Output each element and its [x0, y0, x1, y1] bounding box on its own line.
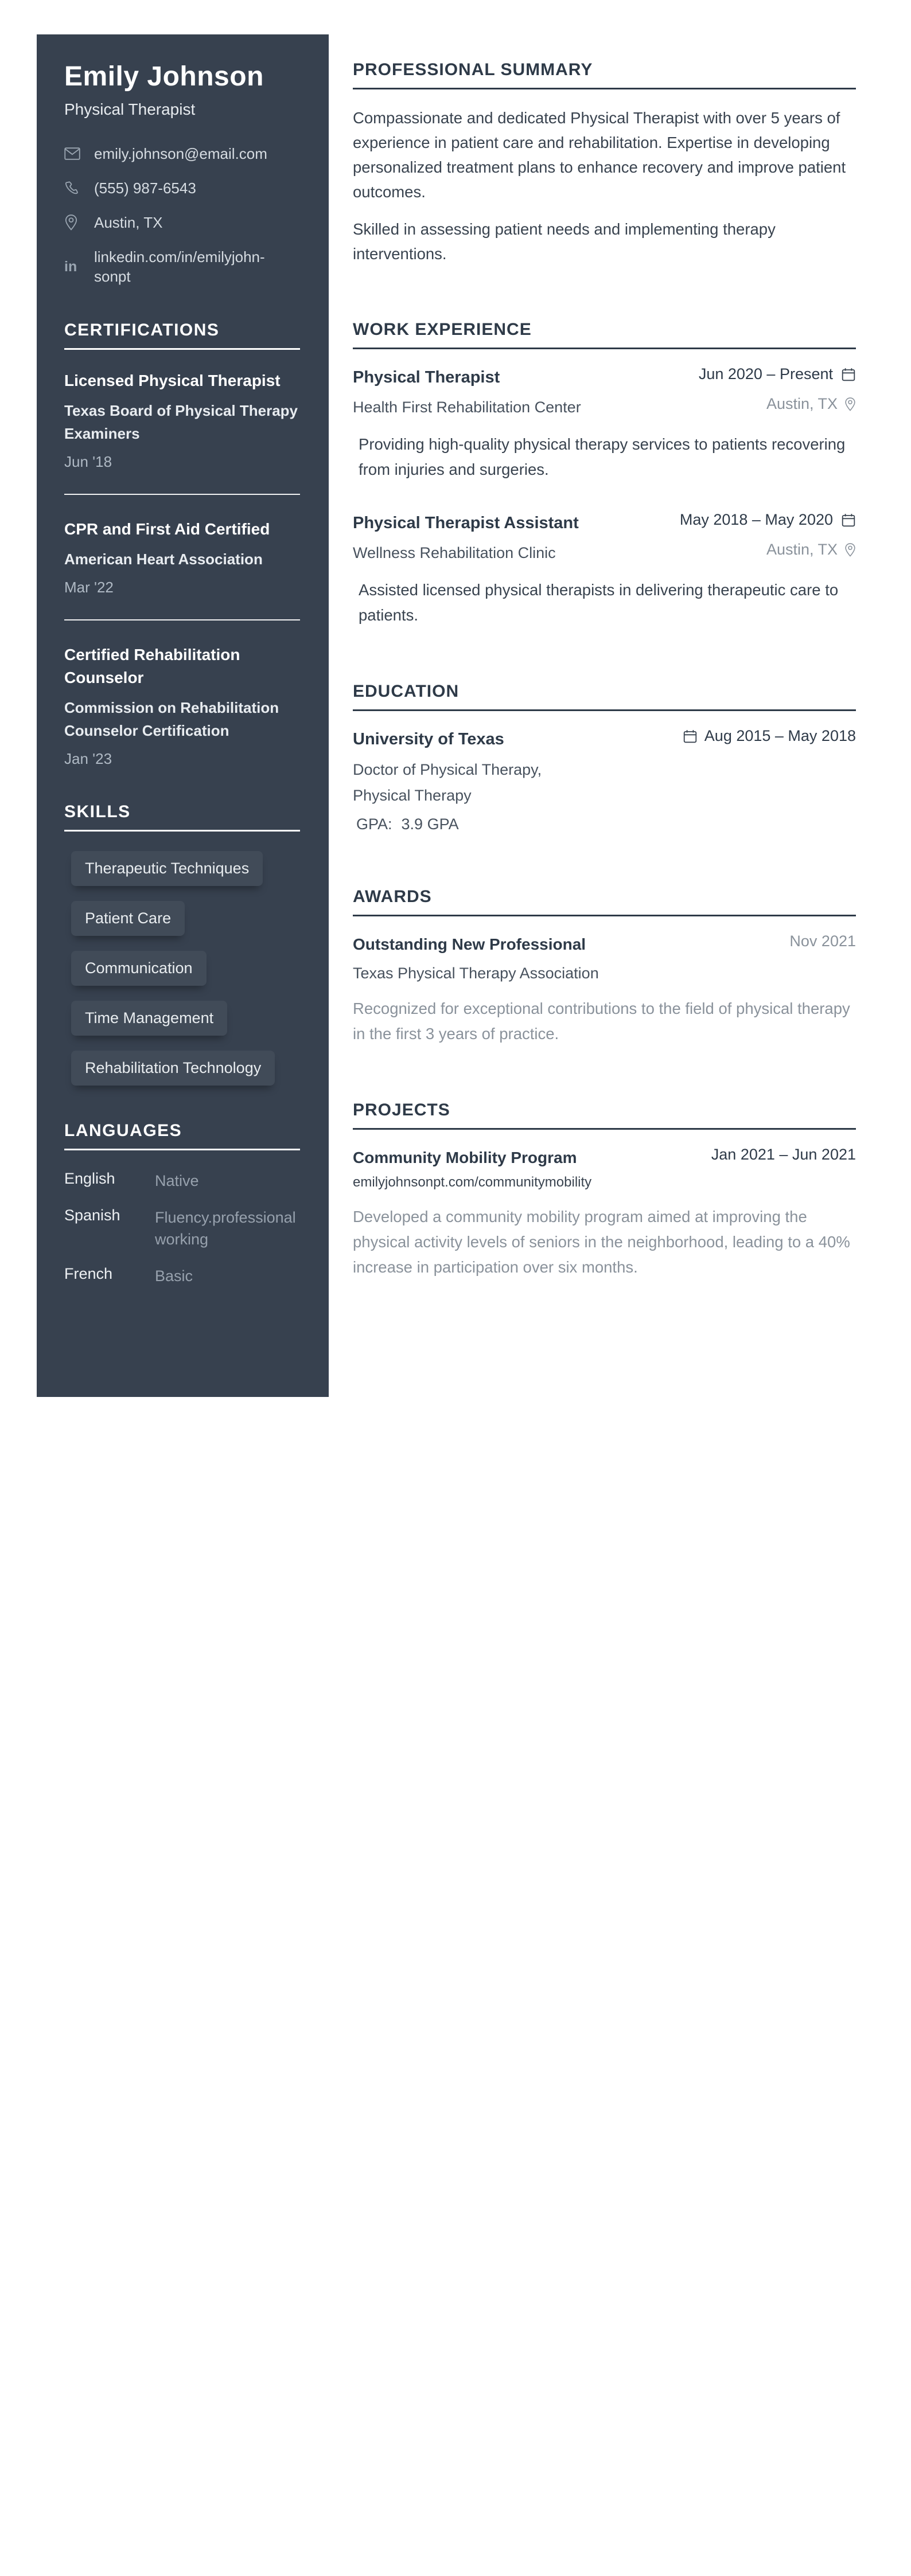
language-row [64, 1265, 300, 1287]
phone-icon [64, 181, 81, 196]
contact-location-text: Austin, TX [94, 214, 163, 231]
experience-date-text: Jun 2020 – Present [698, 365, 833, 383]
experience-entry [353, 511, 856, 628]
project-title: Community Mobility Program [353, 1149, 577, 1166]
education-entry [353, 727, 856, 833]
calendar-icon [841, 367, 856, 382]
certifications-section [64, 321, 300, 768]
contact-phone-text: (555) 987-6543 [94, 179, 196, 197]
languages-section [64, 1121, 300, 1287]
project-description: Developed a community mobility program aimed at improving the physical activity levels of seniors in the neighborhood, leading to a 40% increase in participation over six months. [353, 1208, 850, 1276]
languages-heading: LANGUAGES [64, 1121, 182, 1140]
education-rule [353, 709, 856, 711]
experience-heading: WORK EXPERIENCE [353, 320, 532, 339]
certification-item [64, 643, 300, 768]
contact-linkedin-text: linkedin.com/in/emilyjohn-sonpt [94, 248, 265, 285]
email-icon [64, 147, 81, 160]
person-job-title: Physical Therapist [64, 100, 196, 118]
education-gpa [353, 815, 856, 833]
gpa-label: GPA: [356, 815, 392, 833]
skills-section [64, 802, 300, 1100]
experience-location [766, 395, 856, 413]
experience-entry [353, 365, 856, 482]
education-date [683, 727, 856, 745]
experience-title: Physical Therapist [353, 368, 500, 387]
projects-rule [353, 1128, 856, 1130]
awards-rule [353, 915, 856, 916]
summary-paragraph: Compassionate and dedicated Physical Therapist with over 5 years of experience in patient care and rehabilitation. Expertise in developing personalized treatment plans to enhance recovery and improve patient outcomes. [353, 109, 846, 201]
contact-email [64, 144, 300, 163]
language-name: English [64, 1170, 115, 1187]
experience-date-text: May 2018 – May 2020 [679, 511, 833, 528]
project-entry [353, 1146, 856, 1280]
certification-divider [64, 619, 300, 620]
summary-paragraph: Skilled in assessing patient needs and implementing therapy interventions. [353, 220, 776, 263]
pin-icon [844, 397, 856, 411]
projects-heading: PROJECTS [353, 1100, 450, 1119]
award-date: Nov 2021 [789, 932, 856, 950]
experience-location-text: Austin, TX [766, 541, 838, 558]
contact-location [64, 213, 300, 232]
education-section [353, 657, 856, 833]
contact-linkedin [64, 247, 300, 286]
certification-date: Jan '23 [64, 750, 112, 767]
certification-divider [64, 494, 300, 495]
calendar-icon [841, 513, 856, 528]
experience-date [699, 365, 856, 383]
calendar-icon [683, 729, 698, 744]
experience-section [353, 295, 856, 628]
education-degree: Doctor of Physical Therapy, Physical Therapy [353, 761, 542, 804]
certification-issuer: American Heart Association [64, 551, 263, 568]
skills-heading: SKILLS [64, 802, 131, 821]
language-level: Native [155, 1172, 199, 1189]
summary-rule [353, 88, 856, 89]
certifications-heading: CERTIFICATIONS [64, 321, 220, 339]
certification-date: Mar '22 [64, 579, 114, 596]
education-school: University of Texas [353, 730, 504, 748]
language-row [64, 1207, 300, 1250]
experience-location [766, 541, 856, 559]
skill-chip: Therapeutic Techniques [71, 851, 263, 886]
skill-chip: Time Management [71, 1001, 227, 1036]
awards-heading: AWARDS [353, 887, 432, 906]
awards-section [353, 862, 856, 1047]
linkedin-icon: in [64, 259, 77, 275]
language-name: Spanish [64, 1207, 120, 1224]
sidebar [37, 34, 329, 1397]
award-entry [353, 932, 856, 1047]
main-content [353, 34, 856, 1309]
language-level: Fluency.professional working [155, 1209, 296, 1248]
experience-company: Wellness Rehabilitation Clinic [353, 544, 556, 561]
certification-item [64, 518, 300, 596]
skills-rule [64, 830, 300, 832]
certification-title: Certified Rehabilitation Counselor [64, 646, 240, 686]
experience-date [680, 511, 856, 529]
experience-rule [353, 348, 856, 349]
experience-description: Providing high-quality physical therapy services to patients recovering from injuries and surgeries. [359, 435, 846, 478]
certification-issuer: Texas Board of Physical Therapy Examiners [64, 402, 298, 442]
project-link: emilyjohnsonpt.com/communitymobility [353, 1174, 592, 1190]
location-icon [64, 214, 81, 231]
skill-chip: Communication [71, 951, 207, 986]
certifications-rule [64, 348, 300, 350]
language-level: Basic [155, 1267, 193, 1285]
award-issuer: Texas Physical Therapy Association [353, 965, 599, 982]
skill-chip: Rehabilitation Technology [71, 1051, 275, 1086]
person-name: Emily Johnson [64, 61, 264, 92]
certification-title: CPR and First Aid Certified [64, 520, 270, 538]
experience-location-text: Austin, TX [766, 395, 838, 412]
project-date-text: Jan 2021 – Jun 2021 [711, 1146, 856, 1163]
certification-issuer: Commission on Rehabilitation Counselor Certification [64, 699, 279, 739]
language-name: French [64, 1265, 113, 1282]
education-heading: EDUCATION [353, 682, 460, 701]
projects-section [353, 1075, 856, 1280]
language-row [64, 1170, 300, 1192]
gpa-value: 3.9 GPA [401, 815, 459, 833]
certification-item [64, 369, 300, 471]
experience-title: Physical Therapist Assistant [353, 514, 579, 532]
experience-company: Health First Rehabilitation Center [353, 399, 581, 416]
contact-email-text: emily.johnson@email.com [94, 145, 267, 162]
award-title: Outstanding New Professional [353, 935, 586, 953]
award-description: Recognized for exceptional contributions to the field of physical therapy in the first 3 years of practice. [353, 1000, 850, 1043]
certification-title: Licensed Physical Therapist [64, 372, 281, 389]
pin-icon [844, 543, 856, 557]
project-date [711, 1146, 856, 1164]
certification-date: Jun '18 [64, 453, 112, 470]
summary-heading: PROFESSIONAL SUMMARY [353, 60, 593, 79]
skill-chip: Patient Care [71, 901, 185, 936]
languages-rule [64, 1149, 300, 1150]
education-date-text: Aug 2015 – May 2018 [704, 727, 856, 744]
experience-description: Assisted licensed physical therapists in delivering therapeutic care to patients. [359, 581, 839, 624]
contact-phone [64, 178, 300, 198]
summary-section [353, 34, 856, 266]
